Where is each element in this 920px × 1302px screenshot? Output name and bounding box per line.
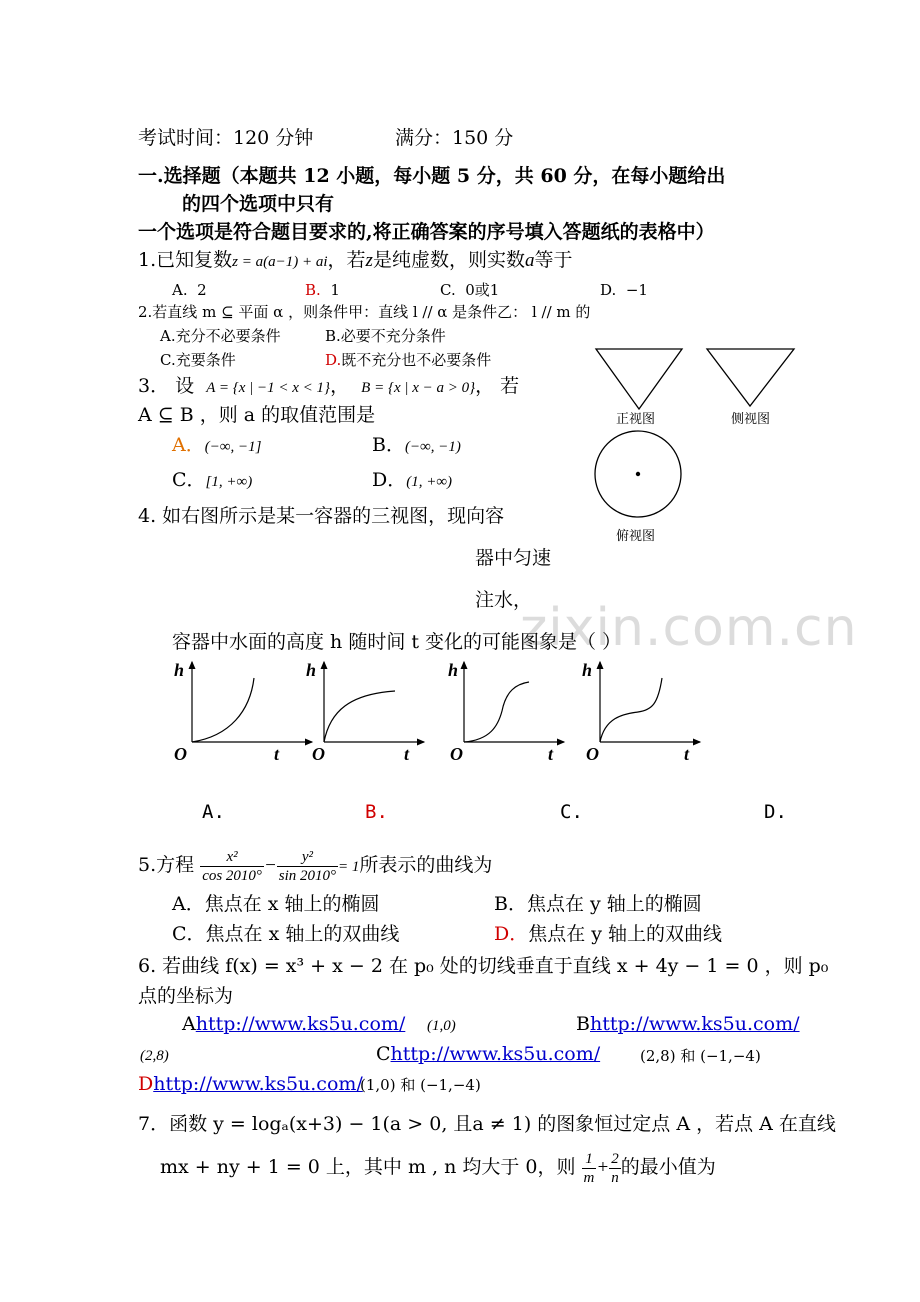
exam-time: 考试时间：120 分钟	[138, 127, 314, 149]
graph-c	[448, 660, 564, 764]
q6-option-c-value: (2,8) 和 (−1,−4)	[640, 1047, 761, 1065]
q6-option-c: Chttp://www.ks5u.com/	[376, 1043, 601, 1065]
q5-option-d: D．焦点在 y 轴上的双曲线	[494, 923, 723, 945]
front-view-triangle	[596, 349, 682, 409]
q2-stem: 2.若直线 m ⊆ 平面 α ，则条件甲：直线 l // α 是条件乙： l // m 的	[138, 303, 591, 321]
q6-option-b-value: (2,8)	[140, 1048, 169, 1064]
q4-stem-line2: 器中匀速	[475, 547, 552, 569]
q3-option-b: B．(−∞, −1)	[372, 434, 461, 456]
q7-stem-line1: 7．函数 y = logₐ(x+3) − 1(a > 0, 且a ≠ 1) 的图象恒过定点 A ，若点 A 在直线	[138, 1113, 836, 1135]
q4-stem-line4: 容器中水面的高度 h 随时间 t 变化的可能图象是（ ）	[172, 631, 622, 653]
q6-option-a-value: (1,0)	[427, 1018, 456, 1034]
three-view-figure	[588, 343, 803, 548]
q6-option-c-link[interactable]: http://www.ks5u.com/	[390, 1043, 601, 1065]
watermark: zixin.com.cn	[520, 598, 858, 658]
graph-c-origin: O	[450, 744, 463, 764]
section-title-line1: 一.选择题（本题共 12 小题，每小题 5 分，共 60 分，在每小题给出	[138, 165, 726, 187]
graph-d-axis-x: t	[684, 744, 690, 764]
q5-frac-x: $\frac{\text{x²}}{\cos 2010^\circ}$	[202, 848, 262, 884]
top-view-label: 俯视图	[616, 529, 656, 544]
side-view-triangle	[707, 349, 794, 406]
section-title-line2: 的四个选项中只有	[182, 193, 335, 215]
q2-option-b: B.必要不充分条件	[325, 327, 446, 345]
q5-option-b: B．焦点在 y 轴上的椭圆	[494, 893, 702, 915]
graph-a	[174, 660, 312, 764]
q1-option-a: A. 2	[172, 281, 207, 299]
exam-score: 满分：150 分	[395, 127, 514, 149]
q6-option-d-value: (1,0) 和 (−1,−4)	[360, 1076, 481, 1094]
q3-option-a: A．(−∞, −1]	[172, 434, 262, 456]
graph-d-curve	[600, 678, 662, 742]
graph-b-axis-y: h	[306, 660, 317, 680]
q2-option-d: D.既不充分也不必要条件	[325, 351, 492, 369]
graph-a-curve	[192, 678, 254, 742]
graph-c-axis-x: t	[548, 744, 554, 764]
graph-label-c: C.	[560, 801, 583, 823]
q6-option-d: Dhttp://www.ks5u.com/	[138, 1073, 363, 1095]
q1-stem: 1.已知复数z = a(a−1) + ai，若z是纯虚数，则实数a等于	[138, 249, 573, 271]
top-view-center-dot	[636, 472, 640, 476]
graph-label-a: A.	[202, 801, 225, 823]
q3-option-c: C．[1, +∞)	[172, 469, 253, 491]
q2-option-a: A.充分不必要条件	[160, 327, 281, 345]
q3-stem-line1: 3． 设 A = {x | −1 < x < 1}， B = {x | x − a > 0}， 若	[138, 375, 520, 397]
q3-option-d: D．(1, +∞)	[372, 469, 453, 491]
graph-d-origin: O	[586, 744, 599, 764]
q1-option-b: B. 1	[305, 281, 340, 299]
q7-frac-2n: $\frac{2}{n}$	[611, 1150, 619, 1186]
q5-option-c: C．焦点在 x 轴上的双曲线	[172, 923, 400, 945]
q7-frac-1m: $\frac{1}{m}$	[583, 1150, 595, 1186]
graph-d	[582, 660, 700, 764]
front-view-label: 正视图	[616, 412, 656, 427]
graph-b-curve	[324, 691, 395, 742]
q1-option-d: D. −1	[600, 281, 648, 299]
q6-stem-line1: 6. 若曲线 f(x) = x³ + x − 2 在 p₀ 处的切线垂直于直线 x + 4y − 1 = 0 ，则 p₀	[138, 955, 829, 977]
graph-c-curve	[464, 682, 529, 742]
side-view-label: 侧视图	[731, 412, 771, 427]
graph-a-axis-x: t	[274, 744, 280, 764]
q5-frac-y: $\frac{\text{y²}}{\sin 2010^\circ}$	[278, 848, 337, 884]
q7-stem-line2: mx + ny + 1 = 0 上，其中 m , n 均大于 0，则 $\frac{1}{m}$ + $\frac{2}{n}$ 的最小值为	[160, 1150, 716, 1186]
q4-stem-line1: 4. 如右图所示是某一容器的三视图，现向容	[138, 505, 505, 527]
q3-stem-line2: A ⊆ B ，则 a 的取值范围是	[138, 404, 376, 426]
q6-option-b: Bhttp://www.ks5u.com/	[576, 1013, 800, 1035]
graph-label-b: B.	[365, 801, 388, 823]
q4-graphs	[160, 656, 720, 771]
q6-option-a: Ahttp://www.ks5u.com/	[182, 1013, 406, 1035]
graph-a-axis-y: h	[174, 660, 185, 680]
q2-option-c: C.充要条件	[160, 351, 236, 369]
q6-option-b-link[interactable]: http://www.ks5u.com/	[589, 1013, 800, 1035]
graph-label-d: D.	[764, 801, 787, 823]
graph-d-axis-y: h	[582, 660, 593, 680]
graph-b	[306, 660, 424, 764]
q6-stem-line2: 点的坐标为	[138, 985, 234, 1007]
q5-option-a: A．焦点在 x 轴上的椭圆	[172, 893, 380, 915]
q1-option-c: C. 0或1	[440, 281, 500, 299]
graph-a-origin: O	[174, 744, 187, 764]
section-title-line3: 一个选项是符合题目要求的,将正确答案的序号填入答题纸的表格中）	[138, 221, 715, 243]
q6-option-d-link[interactable]: http://www.ks5u.com/	[153, 1073, 363, 1095]
graph-b-origin: O	[312, 744, 325, 764]
q6-option-a-link[interactable]: http://www.ks5u.com/	[195, 1013, 406, 1035]
graph-b-axis-x: t	[404, 744, 410, 764]
graph-c-axis-y: h	[448, 660, 459, 680]
q4-stem-line3: 注水，	[475, 589, 533, 611]
q5-stem: 5.方程 $\frac{\text{x²}}{\cos 2010^\circ}$ − $\frac{\text{y²}}{\sin 2010^\circ}$ = 1所表示的曲线为	[138, 848, 493, 884]
